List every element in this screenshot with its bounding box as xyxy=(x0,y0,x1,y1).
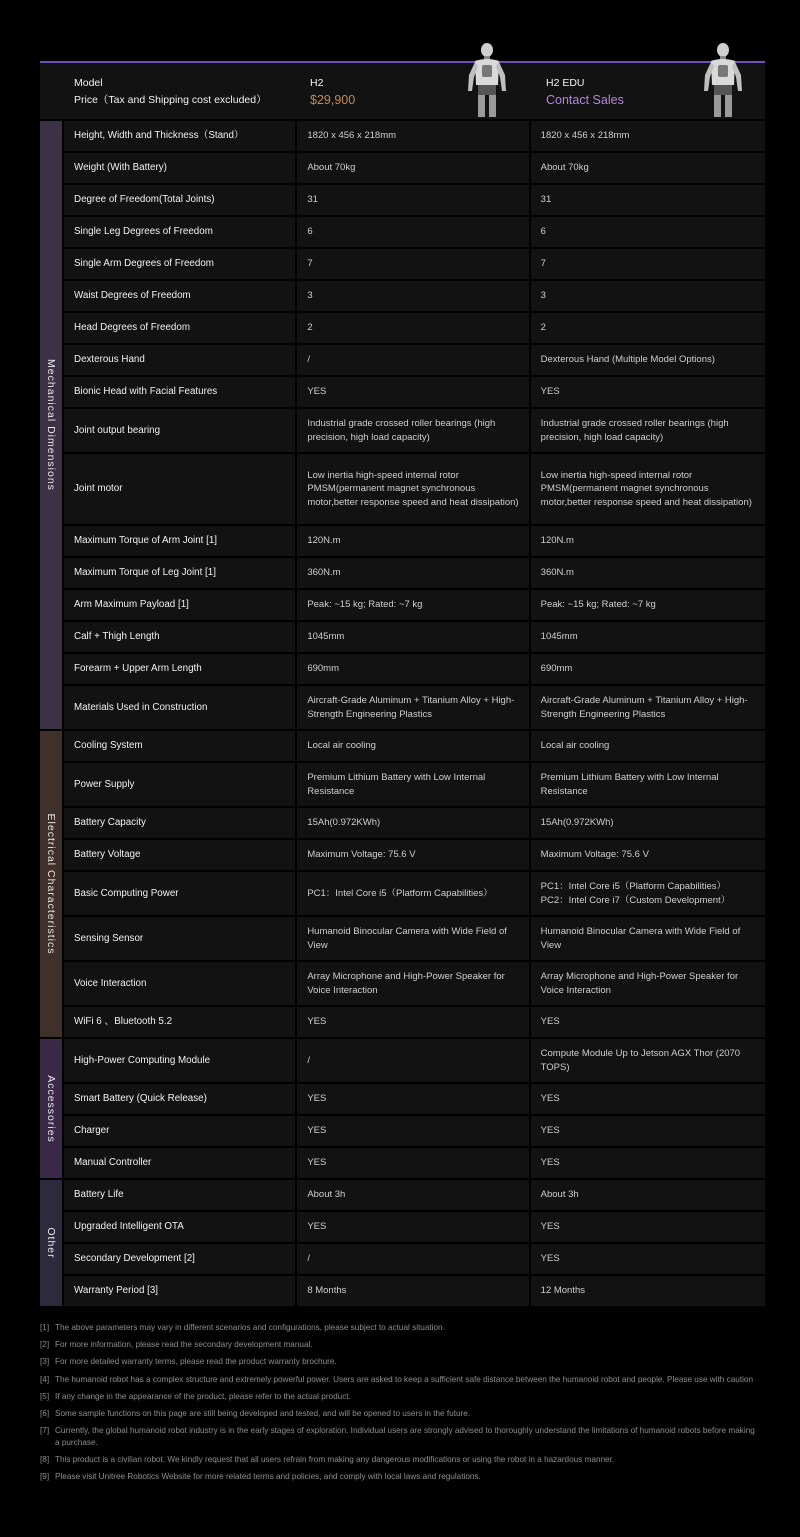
spec-label xyxy=(64,526,295,556)
h2-value xyxy=(297,526,528,556)
h2-edu-value xyxy=(531,526,765,556)
h2-value-text: 3 xyxy=(307,290,313,302)
table-row xyxy=(64,409,765,454)
table-row xyxy=(64,1180,765,1212)
spec-label-text: Materials Used in Construction xyxy=(74,701,208,713)
h2-value-text: / xyxy=(307,354,310,366)
table-row xyxy=(64,313,765,345)
h2-value-text: YES xyxy=(307,1016,327,1028)
h2-edu-value xyxy=(531,281,765,311)
category-label: Electrical Characteristics xyxy=(45,813,57,955)
table-row xyxy=(64,1116,765,1148)
h2-value-text: 120N.m xyxy=(307,535,341,547)
h2-value-text: 15Ah(0.972KWh) xyxy=(307,817,381,829)
footnote-text: For more detailed warranty terms, please read the product warranty brochure. xyxy=(55,1357,337,1367)
h2-value-text: 1045mm xyxy=(307,631,345,643)
table-row xyxy=(64,249,765,281)
spec-label xyxy=(64,345,295,375)
spec-label-text: Sensing Sensor xyxy=(74,932,144,944)
h2-edu-value xyxy=(531,1148,765,1178)
robot-image xyxy=(462,41,512,117)
h2-edu-value-text: YES xyxy=(540,1157,560,1169)
table-header xyxy=(40,61,765,119)
spec-label xyxy=(64,409,295,452)
h2-edu-value xyxy=(531,558,765,588)
h2-edu-value-text: Industrial grade crossed roller bearings (high precision, high load capacity) xyxy=(540,418,729,443)
h2-edu-value xyxy=(531,654,765,684)
spec-label-text: Forearm + Upper Arm Length xyxy=(74,663,202,675)
footnote xyxy=(40,1425,760,1448)
footnote-text: If any change in the appearance of the product, please refer to the actual product. xyxy=(55,1391,351,1401)
spec-label xyxy=(64,249,295,279)
table-row xyxy=(64,622,765,654)
spec-label xyxy=(64,731,295,761)
h2-edu-value-text: YES xyxy=(540,1093,560,1105)
table-row xyxy=(64,654,765,686)
spec-label xyxy=(64,1276,295,1306)
table-row xyxy=(64,686,765,731)
spec-label xyxy=(64,558,295,588)
h2-value-text: 6 xyxy=(307,226,313,238)
h2-value-text: YES xyxy=(307,386,327,398)
footnote-number: [3] xyxy=(40,1357,50,1367)
h2-value xyxy=(297,249,528,279)
table-row xyxy=(64,185,765,217)
h2-value xyxy=(297,313,528,343)
h2-edu-value-text: 120N.m xyxy=(540,535,574,547)
h2-value-text: / xyxy=(307,1253,310,1265)
h2-edu-value-text: About 3h xyxy=(540,1189,579,1201)
h2-value xyxy=(297,153,528,183)
spec-label xyxy=(64,622,295,652)
h2-edu-value xyxy=(531,731,765,761)
spec-label xyxy=(64,1148,295,1178)
h2-value xyxy=(297,1116,528,1146)
h2-value xyxy=(297,1180,528,1210)
h2-value xyxy=(297,686,528,729)
h2-edu-value xyxy=(531,185,765,215)
spec-label-text: Voice Interaction xyxy=(74,977,147,989)
h2-edu-value-text: Array Microphone and High-Power Speaker for Voice Interaction xyxy=(540,971,739,996)
footnote xyxy=(40,1356,760,1368)
spec-label xyxy=(64,763,295,806)
h2-edu-value-text: 31 xyxy=(540,194,552,206)
h2-edu-value xyxy=(531,313,765,343)
spec-label-text: Maximum Torque of Leg Joint [1] xyxy=(74,567,216,579)
table-row xyxy=(64,153,765,185)
table-body xyxy=(40,121,765,1308)
h2-value-text: Aircraft-Grade Aluminum + Titanium Alloy + High-Strength Engineering Plastics xyxy=(307,695,515,720)
category-label: Mechanical Dimensions xyxy=(45,359,57,491)
table-row xyxy=(64,1212,765,1244)
table-row xyxy=(64,1084,765,1116)
footnote-text: The humanoid robot has a complex structure and extremely powerful power. Users are asked to keep a sufficient safe distance between the humanoid robot and people. Please use with caution xyxy=(55,1374,754,1384)
spec-label-text: Battery Life xyxy=(74,1189,124,1201)
footnote-number: [8] xyxy=(40,1454,50,1464)
spec-label-text: Battery Voltage xyxy=(74,849,141,861)
h2-value-text: Industrial grade crossed roller bearings (high precision, high load capacity) xyxy=(307,418,496,443)
footnote-number: [9] xyxy=(40,1472,50,1481)
h2-edu-value xyxy=(531,622,765,652)
footnote-text: This product is a civilian robot. We kindly request that all users refrain from making any dangerous modifications or using the robot in a hazardous manner. xyxy=(55,1454,615,1464)
spec-label xyxy=(64,377,295,407)
spec-label-text: Arm Maximum Payload [1] xyxy=(74,599,189,611)
spec-label xyxy=(64,872,295,915)
footnote xyxy=(40,1374,760,1386)
h2-value xyxy=(297,872,528,915)
h2-edu-value xyxy=(531,409,765,452)
table-row xyxy=(64,962,765,1007)
spec-label-text: Degree of Freedom(Total Joints) xyxy=(74,194,215,206)
h2-edu-value-text: YES xyxy=(540,386,560,398)
product-h2-header xyxy=(310,75,355,109)
h2-value-text: / xyxy=(307,1054,310,1066)
table-row xyxy=(64,1039,765,1084)
h2-edu-value xyxy=(531,153,765,183)
table-row xyxy=(64,917,765,962)
h2-value xyxy=(297,558,528,588)
footnote xyxy=(40,1454,760,1466)
spec-label-text: Maximum Torque of Arm Joint [1] xyxy=(74,535,218,547)
h2-edu-value xyxy=(531,1244,765,1274)
spec-label-text: Secondary Development [2] xyxy=(74,1253,195,1265)
spec-label-text: WiFi 6 、Bluetooth 5.2 xyxy=(74,1016,173,1028)
product-price: $29,900 xyxy=(310,93,356,107)
spec-label xyxy=(64,917,295,960)
table-row xyxy=(64,377,765,409)
category-label: Accessories xyxy=(45,1074,57,1143)
footnote-text: For more information, please read the secondary development manual. xyxy=(55,1340,313,1350)
h2-value-text: YES xyxy=(307,1221,327,1233)
footnotes xyxy=(40,1322,760,1488)
product-price: Contact Sales xyxy=(546,93,624,107)
spec-label xyxy=(64,313,295,343)
h2-value-text: Humanoid Binocular Camera with Wide Field of View xyxy=(307,926,507,951)
h2-edu-value xyxy=(531,1212,765,1242)
spec-label-text: Single Arm Degrees of Freedom xyxy=(74,258,214,270)
h2-edu-value-text: Peak: ~15 kg; Rated: ~7 kg xyxy=(540,599,656,611)
h2-value xyxy=(297,622,528,652)
h2-edu-value-text: Maximum Voltage: 75.6 V xyxy=(540,849,649,861)
h2-edu-value-text: YES xyxy=(540,1125,560,1137)
h2-value xyxy=(297,121,528,151)
spec-label xyxy=(64,962,295,1005)
table-row xyxy=(64,840,765,872)
h2-value-text: 7 xyxy=(307,258,313,270)
spec-label-text: Calf + Thigh Length xyxy=(74,631,160,643)
h2-value-text: Low inertia high-speed internal rotor PMSM(permanent magnet synchronous motor,better response speed and heat dissipation) xyxy=(307,469,519,508)
model-label: Model xyxy=(74,77,103,89)
table-row xyxy=(64,217,765,249)
h2-value-text: YES xyxy=(307,1125,327,1137)
footnote-number: [6] xyxy=(40,1408,50,1418)
spec-label-text: Upgraded Intelligent OTA xyxy=(74,1221,184,1233)
h2-edu-value-text: YES xyxy=(540,1221,560,1233)
h2-value-text: YES xyxy=(307,1093,327,1105)
product-name: H2 xyxy=(310,77,324,89)
spec-label xyxy=(64,1039,295,1082)
table-row xyxy=(64,731,765,763)
h2-edu-value-text: 690mm xyxy=(540,663,573,675)
spec-label-text: Smart Battery (Quick Release) xyxy=(74,1093,207,1105)
h2-value xyxy=(297,917,528,960)
table-row xyxy=(64,1276,765,1308)
h2-value-text: About 3h xyxy=(307,1189,346,1201)
table-row xyxy=(64,590,765,622)
h2-value-text: 1820 x 456 x 218mm xyxy=(307,130,397,142)
footnote-number: [1] xyxy=(40,1323,50,1332)
h2-edu-value-text: 6 xyxy=(540,226,546,238)
spec-label-text: Charger xyxy=(74,1125,110,1137)
footnote-text: Currently, the global humanoid robot industry is in the early stages of exploration. Individual users are strongly advised to thoroughly understand the limitations of humanoid robots before making a purchase. xyxy=(55,1426,755,1447)
table-row xyxy=(64,808,765,840)
table-row xyxy=(64,281,765,313)
h2-value xyxy=(297,1212,528,1242)
footnote-number: [7] xyxy=(40,1426,50,1436)
h2-value-text: Premium Lithium Battery with Low Internal Resistance xyxy=(307,772,486,797)
spec-label xyxy=(64,185,295,215)
spec-label xyxy=(64,1084,295,1114)
table-row xyxy=(64,454,765,526)
h2-edu-value xyxy=(531,377,765,407)
h2-value xyxy=(297,654,528,684)
h2-edu-value xyxy=(531,1084,765,1114)
footnote-text: Some sample functions on this page are still being developed and tested, and will be opened to users in the future. xyxy=(55,1408,471,1418)
h2-value xyxy=(297,1007,528,1037)
h2-value xyxy=(297,217,528,247)
h2-value xyxy=(297,1039,528,1082)
h2-edu-value-text: Low inertia high-speed internal rotor PMSM(permanent magnet synchronous motor,better response speed and heat dissipation) xyxy=(540,469,752,508)
product-name: H2 EDU xyxy=(546,77,585,89)
footnote xyxy=(40,1322,760,1334)
h2-value xyxy=(297,345,528,375)
spec-label-text: Height, Width and Thickness（Stand） xyxy=(74,130,244,142)
spec-label xyxy=(64,1212,295,1242)
h2-edu-value xyxy=(531,808,765,838)
h2-value xyxy=(297,590,528,620)
h2-edu-value xyxy=(531,872,765,915)
h2-edu-value-text: Aircraft-Grade Aluminum + Titanium Alloy + High-Strength Engineering Plastics xyxy=(540,695,748,720)
spec-label xyxy=(64,217,295,247)
h2-edu-value-text: 360N.m xyxy=(540,567,574,579)
spec-label xyxy=(64,808,295,838)
spec-label-text: Warranty Period [3] xyxy=(74,1285,159,1297)
footnote xyxy=(40,1391,760,1403)
robot-image xyxy=(698,41,748,117)
spec-label-text: Joint output bearing xyxy=(74,424,161,436)
h2-value-text: PC1：Intel Core i5（Platform Capabilities） xyxy=(307,887,493,899)
h2-edu-value xyxy=(531,1180,765,1210)
h2-edu-value xyxy=(531,454,765,524)
spec-label xyxy=(64,1007,295,1037)
table-row xyxy=(64,345,765,377)
spec-label xyxy=(64,281,295,311)
h2-value xyxy=(297,731,528,761)
spec-label xyxy=(64,1244,295,1274)
h2-edu-value xyxy=(531,917,765,960)
category-band xyxy=(40,1180,63,1306)
h2-edu-value-text: 3 xyxy=(540,290,546,302)
spec-label-text: Head Degrees of Freedom xyxy=(74,322,190,334)
h2-edu-value-text: Compute Module Up to Jetson AGX Thor (2070 TOPS) xyxy=(540,1048,741,1073)
price-label: Price（Tax and Shipping cost excluded） xyxy=(74,94,267,106)
spec-label-text: Power Supply xyxy=(74,778,135,790)
header-labels xyxy=(74,75,267,109)
h2-edu-value xyxy=(531,840,765,870)
h2-value xyxy=(297,281,528,311)
spec-label-text: Single Leg Degrees of Freedom xyxy=(74,226,213,238)
spec-label xyxy=(64,840,295,870)
footnote-number: [2] xyxy=(40,1340,50,1350)
h2-value xyxy=(297,1084,528,1114)
h2-edu-value-text: 1045mm xyxy=(540,631,578,643)
h2-edu-value xyxy=(531,217,765,247)
h2-edu-value-text: About 70kg xyxy=(540,162,589,174)
category-band xyxy=(40,731,63,1037)
h2-edu-value-text: Local air cooling xyxy=(540,740,610,752)
footnote xyxy=(40,1471,760,1483)
h2-edu-value-text: Humanoid Binocular Camera with Wide Field of View xyxy=(540,926,741,951)
h2-edu-value xyxy=(531,1276,765,1306)
footnote xyxy=(40,1339,760,1351)
h2-value xyxy=(297,185,528,215)
h2-value-text: 360N.m xyxy=(307,567,341,579)
h2-edu-value xyxy=(531,1116,765,1146)
h2-value-text: 690mm xyxy=(307,663,339,675)
h2-edu-value xyxy=(531,1039,765,1082)
h2-value xyxy=(297,1244,528,1274)
h2-value-text: 2 xyxy=(307,322,313,334)
footnote xyxy=(40,1408,760,1420)
spec-label xyxy=(64,153,295,183)
h2-edu-value-text: Premium Lithium Battery with Low Internal Resistance xyxy=(540,772,719,797)
h2-value xyxy=(297,454,528,524)
h2-value xyxy=(297,763,528,806)
spec-label-text: Cooling System xyxy=(74,740,143,752)
spec-label-text: Joint motor xyxy=(74,483,123,495)
footnote-text: The above parameters may vary in different scenarios and configurations, please subject to actual situation. xyxy=(55,1323,445,1332)
spec-label xyxy=(64,654,295,684)
h2-edu-value xyxy=(531,345,765,375)
category-label: Other xyxy=(45,1227,57,1259)
table-row xyxy=(64,1007,765,1039)
spec-label xyxy=(64,454,295,524)
h2-value-text: Local air cooling xyxy=(307,740,376,752)
footnote-number: [5] xyxy=(40,1391,50,1401)
h2-edu-value-text: YES xyxy=(540,1253,560,1265)
h2-edu-value xyxy=(531,962,765,1005)
spec-table xyxy=(40,61,765,1308)
table-row xyxy=(64,1244,765,1276)
h2-edu-value xyxy=(531,590,765,620)
table-row xyxy=(64,763,765,808)
category-band xyxy=(40,1039,63,1178)
h2-edu-value xyxy=(531,686,765,729)
spec-label xyxy=(64,686,295,729)
table-row xyxy=(64,526,765,558)
h2-value xyxy=(297,962,528,1005)
h2-value-text: Maximum Voltage: 75.6 V xyxy=(307,849,416,861)
h2-value xyxy=(297,840,528,870)
spec-label-text: Waist Degrees of Freedom xyxy=(74,290,191,302)
spec-label-text: Bionic Head with Facial Features xyxy=(74,386,218,398)
spec-label xyxy=(64,1180,295,1210)
h2-edu-value-text: 12 Months xyxy=(540,1285,586,1297)
spec-label-text: Manual Controller xyxy=(74,1157,152,1169)
table-row xyxy=(64,558,765,590)
h2-edu-value-text: YES xyxy=(540,1016,560,1028)
spec-label-text: Basic Computing Power xyxy=(74,887,179,899)
spec-label-text: High-Power Computing Module xyxy=(74,1054,211,1066)
table-row xyxy=(64,121,765,153)
h2-edu-value xyxy=(531,121,765,151)
h2-value xyxy=(297,1148,528,1178)
product-h2-edu-header xyxy=(546,75,624,109)
h2-edu-value xyxy=(531,249,765,279)
h2-value-text: 31 xyxy=(307,194,318,206)
table-row xyxy=(64,1148,765,1180)
h2-edu-value-text: Dexterous Hand (Multiple Model Options) xyxy=(540,354,715,366)
footnote-number: [4] xyxy=(40,1374,50,1384)
h2-edu-value-text: 2 xyxy=(540,322,546,334)
spec-label xyxy=(64,121,295,151)
h2-edu-value-text: PC1：Intel Core i5（Platform Capabilities） PC2：Intel Core i7（Custom Development） xyxy=(540,881,731,906)
spec-label-text: Weight (With Battery) xyxy=(74,162,167,174)
h2-edu-value xyxy=(531,1007,765,1037)
h2-edu-value xyxy=(531,763,765,806)
footnote-text: Please visit Unitree Robotics Website for more related terms and policies, and comply with local laws and regulations. xyxy=(55,1472,481,1481)
spec-label-text: Battery Capacity xyxy=(74,817,146,829)
table-row xyxy=(64,872,765,917)
category-band xyxy=(40,121,63,729)
h2-value xyxy=(297,808,528,838)
h2-value-text: 8 Months xyxy=(307,1285,347,1297)
spec-label xyxy=(64,1116,295,1146)
h2-value-text: Peak: ~15 kg; Rated: ~7 kg xyxy=(307,599,423,611)
h2-edu-value-text: 15Ah(0.972KWh) xyxy=(540,817,614,829)
h2-value xyxy=(297,377,528,407)
h2-edu-value-text: 7 xyxy=(540,258,546,270)
h2-edu-value-text: 1820 x 456 x 218mm xyxy=(540,130,630,142)
h2-value xyxy=(297,409,528,452)
spec-label xyxy=(64,590,295,620)
h2-value-text: YES xyxy=(307,1157,327,1169)
h2-value-text: About 70kg xyxy=(307,162,356,174)
h2-value xyxy=(297,1276,528,1306)
h2-value-text: Array Microphone and High-Power Speaker for Voice Interaction xyxy=(307,971,505,996)
spec-label-text: Dexterous Hand xyxy=(74,354,145,366)
